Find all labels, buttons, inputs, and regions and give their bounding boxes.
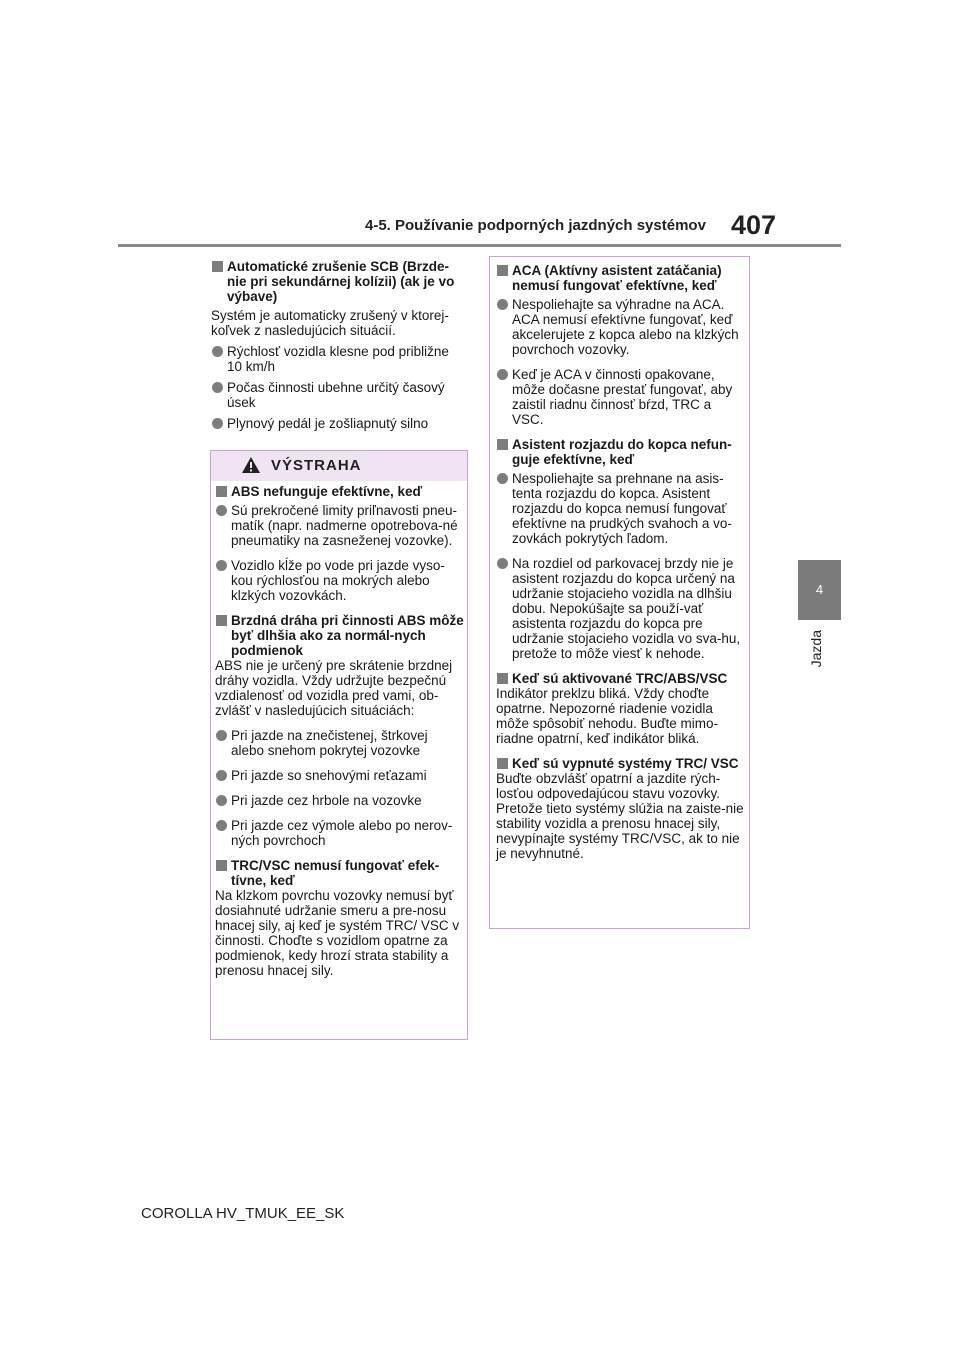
right-warning-box: [489, 256, 750, 929]
braking-distance-text: ABS nie je určený pre skrátenie brzdnej dráhy vozidla. Vždy udržujte bezpečnú vzdialenosť od vozidla pred vami, ob-zvlášť v nasledujúcich situáciách:: [215, 658, 453, 718]
page-number: 407: [731, 210, 777, 240]
list-item: Na rozdiel od parkovacej brzdy nie je asistent rozjazdu do kopca určený na udržanie stojacieho vozidla na dlhšiu dobu. Nepokúšajte sa použí-vať asistenta rozjazdu do kopca pre udržanie stojacieho vozidla vo sva-hu, pretože to môže viesť k nehode.: [496, 556, 744, 661]
trc-vsc-off-text: Buďte obzvlášť opatrní a jazdite rých-losťou odpovedajúcou stavu vozovky. Pretože tieto systémy slúžia na zaiste-nie stability vozidla a prenosu hnacej sily, nevypínajte systémy TRC/VSC, ak to nie je nevyhnutné.: [496, 771, 744, 861]
list-item: Keď je ACA v činnosti opakovane, môže dočasne prestať fungovať, aby zaistil riadnu činnosť bŕzd, TRC a VSC.: [496, 367, 744, 427]
list-item: Sú prekročené limity priľnavosti pneu-matík (napr. nadmerne opotrebova-né pneumatiky na zasneženej vozovke).: [215, 503, 464, 548]
list-item: Pri jazde cez hrbole na vozovke: [215, 793, 464, 808]
abs-heading: ABS nefunguje efektívne, keď: [215, 484, 464, 499]
warning-triangle-icon: [241, 456, 261, 479]
chapter-tab[interactable]: 4: [798, 560, 841, 620]
list-item: Nespoliehajte sa prehnane na asis-tenta rozjazdu do kopca. Asistent rozjazdu do kopca nemusí fungovať efektívne na prudkých svahoch a vo-zovkách pokrytých ľadom.: [496, 471, 744, 546]
scb-intro: Systém je automaticky zrušený v ktorej-koľvek z nasledujúcich situácií.: [211, 308, 449, 338]
hill-start-heading: Asistent rozjazdu do kopca nefun-guje efektívne, keď: [496, 437, 744, 467]
list-item: Pri jazde so snehovými reťazami: [215, 768, 464, 783]
list-item: Nespoliehajte sa výhradne na ACA. ACA nemusí efektívne fungovať, keď akcelerujete z kopca alebo na klzkých povrchoch vozovky.: [496, 297, 744, 357]
list-item: Plynový pedál je zošliapnutý silno: [211, 416, 466, 431]
trc-vsc-heading: TRC/VSC nemusí fungovať efek-tívne, keď: [215, 858, 464, 888]
warning-body: [215, 484, 464, 978]
trc-vsc-text: Na klzkom povrchu vozovky nemusí byť dosiahnuté udržanie smeru a pre-nosu hnacej sily, aj keď je systém TRC/ VSC v činnosti. Choďte s vozidlom opatrne za podmienok, kedy hrozí strata stability a prenosu hnacej sily.: [215, 888, 460, 978]
warning-box: [210, 450, 468, 1040]
list-item: Vozidlo kĺže po vode pri jazde vyso-kou rýchlosťou na mokrých alebo klzkých vozovkách.: [215, 558, 464, 603]
trc-vsc-off-heading: Keď sú vypnuté systémy TRC/ VSC: [496, 756, 744, 771]
list-item: Rýchlosť vozidla klesne pod približne 10 km/h: [211, 344, 466, 374]
warning-title: VÝSTRAHA: [271, 457, 362, 474]
warning-header: [211, 451, 467, 481]
header-rule: [118, 244, 841, 247]
trc-abs-vsc-active-heading: Keď sú aktivované TRC/ABS/VSC: [496, 671, 744, 686]
chapter-label: Jazda: [808, 630, 824, 668]
trc-abs-vsc-active-text: Indikátor preklzu bliká. Vždy choďte opatrne. Nepozorné riadenie vozidla môže spôsobiť nehodu. Buďte mimo-riadne opatrní, keď indikátor bliká.: [496, 686, 718, 746]
section-title: 4-5. Používanie podporných jazdných systémov: [365, 217, 706, 234]
aca-heading: ACA (Aktívny asistent zatáčania) nemusí fungovať efektívne, keď: [496, 263, 744, 293]
list-item: Pri jazde cez výmole alebo po nerov-ných povrchoch: [215, 818, 464, 848]
footer-doc-id: COROLLA HV_TMUK_EE_SK: [141, 1205, 345, 1222]
right-warning-body: [496, 263, 744, 861]
left-column: [211, 259, 466, 431]
list-item: Pri jazde na znečistenej, štrkovej alebo snehom pokrytej vozovke: [215, 728, 464, 758]
scb-cancel-heading: Automatické zrušenie SCB (Brzde-nie pri sekundárnej kolízii) (ak je vo výbave): [211, 259, 466, 304]
braking-distance-heading: Brzdná dráha pri činnosti ABS môže byť dlhšia ako za normál-nych podmienok: [215, 613, 464, 658]
list-item: Počas činnosti ubehne určitý časový úsek: [211, 380, 466, 410]
